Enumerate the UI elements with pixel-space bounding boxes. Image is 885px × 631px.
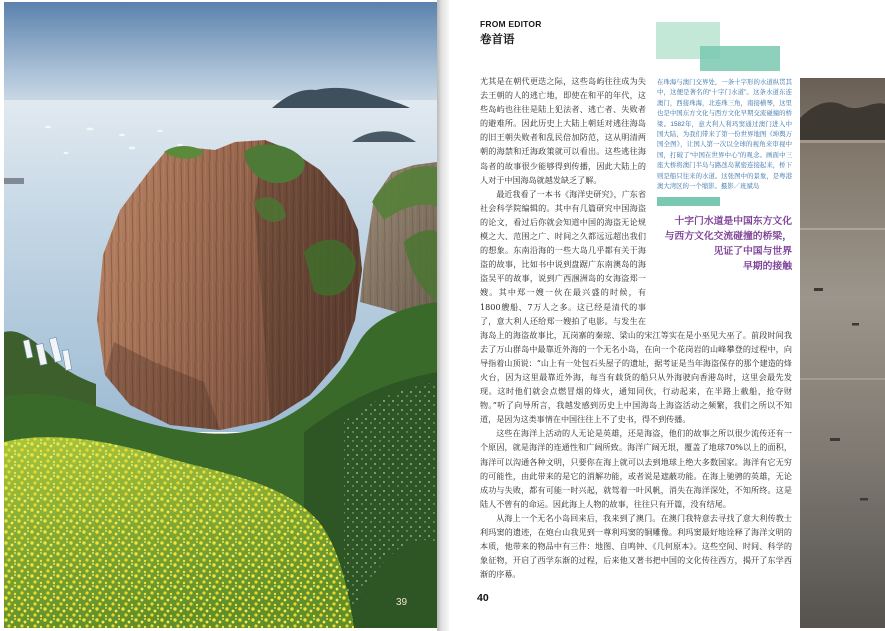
- page-number-left: 39: [396, 597, 408, 608]
- pull-quote: [657, 214, 792, 274]
- body-paragraph: 从海上一个无名小岛回来后，我来到了澳门。在澳门我特意去寻找了意大利传教士利玛窦的遗迹，在炮台山我见到一尊利玛窦的铜雕像。利玛窦最好地诠释了海洋文明的本质，他带来的物品中有三件：地图、自鸣钟、《几何原本》。这些空间、时间、科学的象征物，开启了西学东渐的过程，后来他又著书把中国的文化传往西方，揭开了东学西渐的序幕。: [480, 512, 792, 580]
- pull-quote-line: 早期的接触: [743, 261, 792, 273]
- article-body: [480, 74, 792, 589]
- waterway-bridge-photo: [800, 78, 885, 628]
- decorative-teal-block: [700, 46, 780, 71]
- accent-bar: [657, 197, 720, 206]
- pull-quote-line: 见证了中国与世界: [713, 246, 792, 258]
- pull-quote-line: 与西方文化交流碰撞的桥梁，: [664, 231, 792, 243]
- page-gutter: [437, 0, 449, 631]
- photo-caption: 在珠海与澳门交界处，一条十字形的水道纵贯其中，这便是著名的“十字门水道”。这条水道东连澳门，西接珠海，北连珠三角，南接横琴，这里也是中国东方文化与西方文化早期交流碰撞的桥梁。1582年，意大利人利玛窦通过澳门进入中国大陆，为我们带来了第一份世界地图《坤舆万国全图》，让国人第一次以全球的视角来审视中国，打破了“中国在世界中心”的观念。画面中三座大桥将澳门半岛与路氹岛紧密连接起来，桥下则是船只往来的水道。这张图中的景象，是粤港澳大湾区的一个缩影。摄影／班斌岛: [657, 79, 792, 191]
- section-title: 卷首语: [480, 34, 515, 46]
- body-paragraph: 这些在海洋上活动的人无论是英雄，还是海盗，他们的故事之所以很少流传还有一个原因，就是海洋的连通性和广阔所致。海洋广阔无垠，覆盖了地球70%以上的面积，海洋可以沟通各种文明，只要你在海上就可以去到地球上绝大多数国家。海洋有它无穷的可能性，由此带来的是它的消解功能，或者说是遮蔽功能。在海上驰骋的英雄，无论成功与失败，都有可能一时兴起，就驾着一叶风帆，消失在海洋深处，不知所终。这是陆人不曾有的命运。因此海上人物的故事，往往只有开篇，没有结尾。: [480, 428, 792, 509]
- page-number-right: 40: [477, 592, 489, 604]
- coastal-cliff-photo: [4, 2, 437, 628]
- sidebar-column: [650, 74, 792, 327]
- body-paragraph: 尤其是在朝代更迭之际，这些岛屿往往成为失去王朝的人的逃亡地，即使在和平的年代，这些岛屿也往往是陆上犯法者、逃亡者、失败者的避难所。因此历史上大陆上朝廷对逃往海岛的旧王朝失败者和乱民倍加防范，这从明清两朝的海禁和迁海政策就可以看出。这些逃往海岛者的故事很少能够得到传播，因此大陆上的人对于中国海岛就越发缺乏了解。: [480, 76, 646, 185]
- body-paragraph: 最近我看了一本书《海洋史研究》，广东省社会科学院编辑的。其中有几篇研究中国海盗的论文，看过后你就会知道中国的海盗无论规模之大、范围之广、时间之久都远远超出我们的想象。东南沿海的一些大岛几乎都有关于海盗的故事，比如书中说到盘踞广东南澳岛的海盗吴平的故事，说到广西涠洲岛的女海盗郑一嫂。其中郑一嫂一伙在最兴盛的时候，有1800艘船、7万人之多。这已经是清代的事了，意大利人还给郑一嫂拍了电影。与发生在海岛上的海盗故事比，瓦岗寨的秦琼、梁山的宋江等实在是小巫见大巫了。前段时间我去了万山群岛中最靠近外海的一个无名小岛，在向一个花岗岩的山峰攀登的过程中，向导指着山顶说：“山上有一处包石头屋子的遗址，据考证是当年海盗保存的那个建造的烽火台，因为这里最靠近外海，每当有载货的船只从外海驶向香港岛时，这里会最先发现。这时他们就会点燃冒烟的烽火，通知同伙，行动起来，在半路上截船，抢夺财物。”听了向导所言，我越发感到历史上中国海岛上海盗活动之频繁，我们之所以不知道，是因为这类事情在中国往往上不了史书，得不到传播。: [480, 188, 792, 425]
- pull-quote-line: 十字门水道是中国东方文化: [674, 216, 792, 228]
- section-label-en: FROM EDITOR: [480, 19, 542, 29]
